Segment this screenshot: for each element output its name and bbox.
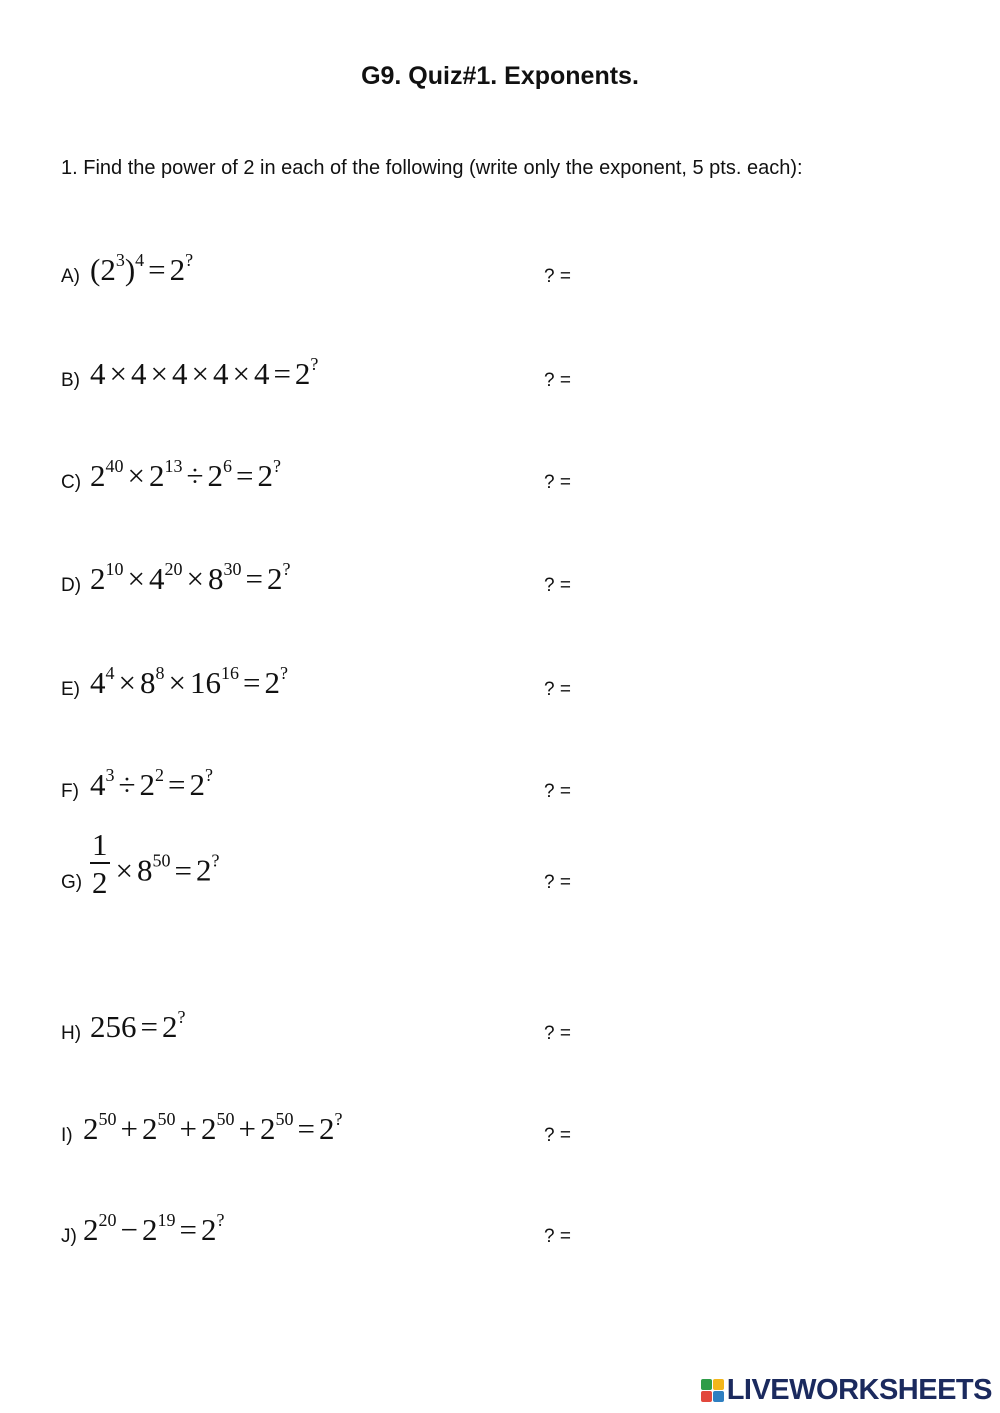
question-item (61, 1178, 761, 1248)
question-expression: $4^3 \div 2^2 = 2^?$ (90, 765, 213, 802)
question-expression: 4 × 4 × 4 × 4 × 4 = 2? (90, 354, 319, 391)
question-expression: 256 = 2? (90, 1007, 186, 1044)
question-label: I) (61, 1125, 73, 1146)
question-expression: $(2^3)^4 = 2^?$ (90, 250, 194, 287)
answer-field[interactable]: ? = (544, 1023, 571, 1044)
question-label: D) (61, 575, 82, 596)
answer-field[interactable]: ? = (544, 1226, 571, 1247)
answer-field[interactable]: ? = (544, 679, 571, 700)
question-expression: $4^4 \times 8^8 \times 16^{16} = 2^?$ (90, 663, 288, 700)
answer-field[interactable]: ? = (544, 370, 571, 391)
answer-field[interactable]: ? = (544, 1125, 571, 1146)
liveworksheets-brand (701, 1374, 992, 1407)
question-item (61, 424, 761, 494)
question-expression: $2^{40} \times 2^{13} \div 2^6 = 2^?$ (90, 456, 281, 493)
question-label: J) (61, 1226, 77, 1247)
answer-field[interactable]: ? = (544, 575, 571, 596)
question-label: E) (61, 679, 80, 700)
question-expression: $2^{50} + 2^{50} + 2^{50} + 2^{50} = 2^?$ (83, 1109, 343, 1146)
question-item (61, 827, 761, 908)
question-item (61, 527, 761, 597)
question-label: A) (61, 266, 80, 287)
brand-name: LIVEWORKSHEETS (726, 1374, 992, 1406)
question-label: G) (61, 872, 83, 893)
question-item (61, 975, 761, 1045)
question-label: C) (61, 472, 82, 493)
question-label: H) (61, 1023, 82, 1044)
question-item (61, 733, 761, 803)
page-title: G9. Quiz#1. Exponents. (361, 62, 639, 90)
answer-field[interactable]: ? = (544, 266, 571, 287)
answer-field[interactable]: ? = (544, 781, 571, 802)
question-expression: $\frac{1}{2}$ × $8^{50} = 2^?$ (92, 827, 220, 900)
answer-field[interactable]: ? = (544, 872, 571, 893)
answer-field[interactable]: ? = (544, 472, 571, 493)
question-expression: $2^{10} \times 4^{20} \times 8^{30} = 2^?$ (90, 559, 291, 596)
question-label: B) (61, 370, 80, 391)
question-item (61, 218, 761, 288)
question-label: F) (61, 781, 79, 802)
liveworksheets-logo-icon (701, 1379, 724, 1402)
instruction-text: 1. Find the power of 2 in each of the following (write only the exponent, 5 pts. each): (61, 157, 803, 179)
question-item (61, 322, 761, 392)
question-expression: $2^{20} - 2^{19} = 2^?$ (83, 1210, 225, 1247)
question-item (61, 631, 761, 701)
question-item (61, 1077, 761, 1147)
